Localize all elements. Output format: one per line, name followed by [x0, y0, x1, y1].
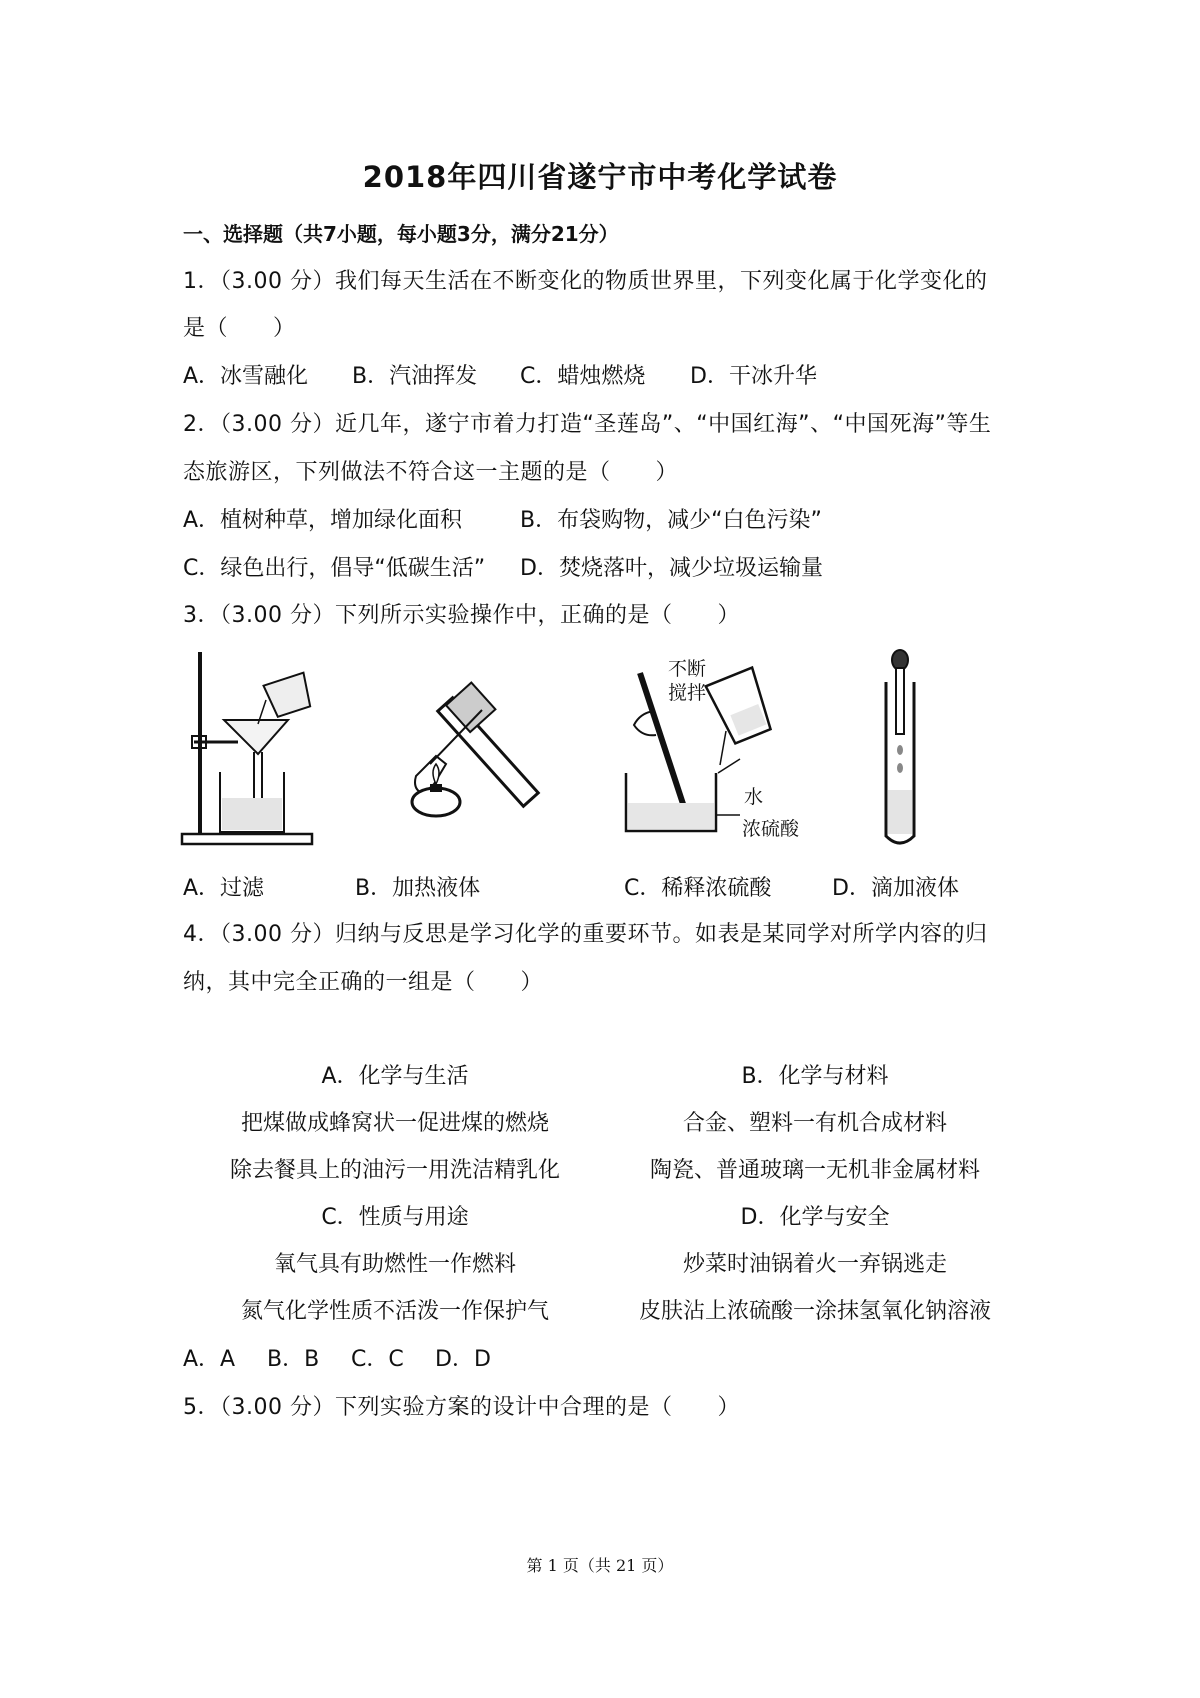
section-heading: 一、选择题（共7小题，每小题3分，满分21分）	[183, 222, 619, 246]
q2-option-b: B．布袋购物，减少“白色污染”	[520, 508, 822, 533]
stir-label-line1: 不断	[668, 658, 707, 680]
q1-option-c: C．蜡烛燃烧	[520, 364, 646, 389]
table-header-d: D．化学与安全	[740, 1205, 890, 1230]
question-3-text: 3．（3.00 分）下列所示实验操作中，正确的是（ ）	[183, 603, 740, 628]
question-1-text: 1．（3.00 分）我们每天生活在不断变化的物质世界里，下列变化属于化学变化的	[183, 269, 988, 294]
table-cell: 氮气化学性质不活泼一作保护气	[240, 1299, 549, 1324]
q2-option-c: C．绿色出行，倡导“低碳生活”	[183, 556, 486, 581]
table-cell: 把煤做成蜂窝状一促进煤的燃烧	[240, 1111, 549, 1136]
q3-option-d: D．滴加液体	[832, 876, 959, 901]
page-footer: 第 1 页（共 21 页）	[526, 1556, 674, 1575]
water-label: 水	[744, 786, 764, 808]
q4-option-c: C．C	[351, 1347, 404, 1372]
table-cell: 炒菜时油锅着火一弃锅逃走	[682, 1252, 947, 1277]
dropping-liquid-figure	[870, 648, 930, 848]
table-cell: 合金、塑料一有机合成材料	[682, 1111, 947, 1136]
q1-option-d: D．干冰升华	[690, 364, 817, 389]
diluting-acid-figure	[620, 645, 820, 855]
filtration-figure	[180, 648, 340, 848]
table-header-a: A．化学与生活	[321, 1064, 469, 1089]
q2-option-d: D．焚烧落叶，减少垃圾运输量	[520, 556, 823, 581]
heating-liquid-figure	[390, 660, 570, 840]
table-cell: 除去餐具上的油污一用洗洁精乳化	[229, 1158, 560, 1183]
q3-option-b: B．加热液体	[355, 876, 481, 901]
q3-option-a: A．过滤	[183, 876, 265, 901]
q3-option-c: C．稀释浓硫酸	[624, 876, 772, 901]
table-header-c: C．性质与用途	[321, 1205, 469, 1230]
acid-label: 浓硫酸	[742, 818, 800, 840]
table-cell: 陶瓷、普通玻璃一无机非金属材料	[649, 1158, 980, 1183]
q2-option-a: A．植树种草，增加绿化面积	[183, 508, 463, 533]
stir-label-line2: 搅拌	[668, 682, 707, 704]
q1-option-b: B．汽油挥发	[352, 364, 478, 389]
question-5-text: 5．（3.00 分）下列实验方案的设计中合理的是（ ）	[183, 1395, 740, 1420]
q4-option-d: D．D	[435, 1347, 491, 1372]
table-cell: 皮肤沾上浓硫酸一涂抹氢氧化钠溶液	[638, 1299, 991, 1324]
question-2-text-cont: 态旅游区，下列做法不符合这一主题的是（ ）	[183, 460, 679, 485]
question-4-text: 4．（3.00 分）归纳与反思是学习化学的重要环节。如表是某同学对所学内容的归	[183, 922, 988, 947]
question-2-text: 2．（3.00 分）近几年，遂宁市着力打造“圣莲岛”、“中国红海”、“中国死海”等生	[183, 412, 992, 437]
table-cell: 氧气具有助燃性一作燃料	[273, 1252, 516, 1277]
page-title: 2018年四川省遂宁市中考化学试卷	[362, 160, 838, 194]
q4-option-b: B．B	[267, 1347, 320, 1372]
question-1-text-cont: 是（ ）	[183, 316, 296, 341]
q4-option-a: A．A	[183, 1347, 236, 1372]
q1-option-a: A．冰雪融化	[183, 364, 309, 389]
table-header-b: B．化学与材料	[741, 1064, 889, 1089]
question-4-text-cont: 纳，其中完全正确的一组是（ ）	[183, 970, 544, 995]
